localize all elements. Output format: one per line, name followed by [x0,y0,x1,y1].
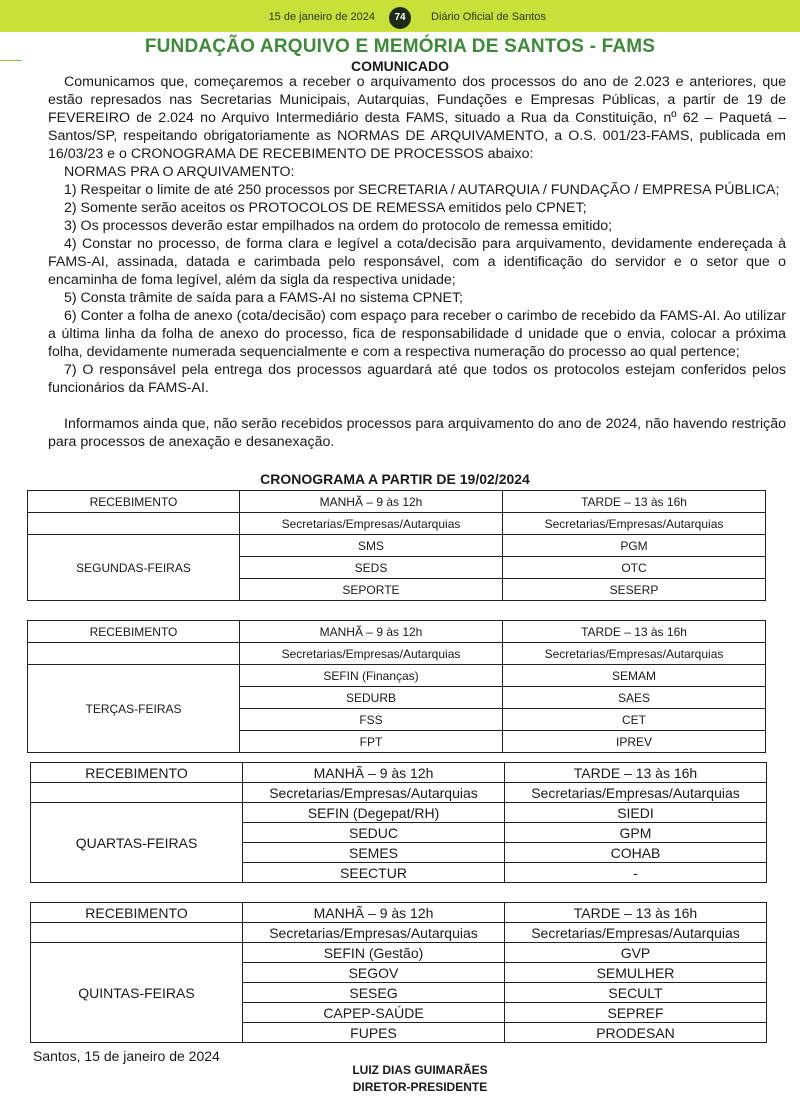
header-cell-morning: MANHÃ – 9 às 12h [240,621,503,643]
subheader-cell: Secretarias/Empresas/Autarquias [503,513,766,535]
norm-item: 5) Consta trâmite de saída para a FAMS-AI no sistema CPNET; [64,290,463,306]
header-cell-afternoon: TARDE – 13 às 16h [505,903,767,923]
place-date: Santos, 15 de janeiro de 2024 [33,1048,220,1064]
morning-cell: SEDS [240,557,503,579]
header-cell-morning: MANHÃ – 9 às 12h [240,491,503,513]
header-date: 15 de janeiro de 2024 [268,11,375,23]
document-title: FUNDAÇÃO ARQUIVO E MEMÓRIA DE SANTOS - FAMS [144,36,656,57]
schedule-table-tuesday [27,620,766,753]
schedule-table-monday [27,490,766,601]
afternoon-cell: CET [503,709,766,731]
header-cell-afternoon: TARDE – 13 às 16h [503,621,766,643]
norm-item: 3) Os processos deverão estar empilhados na ordem do protocolo de remessa emitido; [64,218,613,234]
morning-cell: SEDUC [243,823,505,843]
afternoon-cell: SEMULHER [505,963,767,983]
afternoon-cell: PGM [503,535,766,557]
signer-title: DIRETOR-PRESIDENTE [352,1080,488,1094]
morning-cell: SEFIN (Finanças) [240,665,503,687]
table-header-row [31,763,767,783]
morning-cell: SEFIN (Degepat/RH) [243,803,505,823]
page-number-badge: 74 [389,7,411,29]
schedule-table-thursday [30,902,767,1043]
afternoon-cell: PRODESAN [505,1023,767,1043]
signer-name: LUIZ DIAS GUIMARÃES [352,1063,488,1077]
afternoon-cell: GVP [505,943,767,963]
afternoon-cell: SEMAM [503,665,766,687]
subheader-cell: Secretarias/Empresas/Autarquias [243,783,505,803]
subheader-cell: Secretarias/Empresas/Autarquias [503,643,766,665]
intro-paragraph: Comunicamos que, começaremos a receber o arquivamento dos processos do ano de 2.023 e anteriores, que estão represados nas Secretarias Municipais, Autarquias, Fundações e Empresas Públicas, a partir de 19 de FEVEREIRO de 2.024 no Arquivo Intermediário desta FAMS, situado a Rua da Constituição, nº 62 – Paquetá – Santos/SP, respeitando obrigatoriamente as NORMAS DE ARQUIVAMENTO, a O.S. 001/23-FAMS, publicada em 16/03/23 e o CRONOGRAMA DE RECEBIMENTO DE PROCESSOS abaixo: [48,74,786,162]
header-cell-receiving: RECEBIMENTO [31,903,243,923]
header-cell-morning: MANHÃ – 9 às 12h [243,763,505,783]
morning-cell: SEGOV [243,963,505,983]
header-cell-afternoon: TARDE – 13 às 16h [503,491,766,513]
morning-cell: SEFIN (Gestão) [243,943,505,963]
afternoon-cell: SESERP [503,579,766,601]
header-cell-receiving: RECEBIMENTO [31,763,243,783]
norms-heading: NORMAS PRA O ARQUIVAMENTO: [64,164,295,180]
afternoon-cell: GPM [505,823,767,843]
table-row [31,943,767,963]
afternoon-cell: SAES [503,687,766,709]
day-cell: QUINTAS-FEIRAS [31,943,243,1043]
subheader-cell: Secretarias/Empresas/Autarquias [505,923,767,943]
norm-item: 1) Respeitar o limite de até 250 processos por SECRETARIA / AUTARQUIA / FUNDAÇÃO / EMPRESA PÚBLICA; [64,182,780,198]
subheader-cell: Secretarias/Empresas/Autarquias [240,513,503,535]
table-header-row [31,903,767,923]
norm-item: 4) Constar no processo, de forma clara e legível a cota/decisão para arquivamento, devidamente endereçada à FAMS-AI, assinada, datada e carimbada pelo responsável, com a identificação do servidor e o setor que o encaminha de foma legível, além da sigla da respectiva unidade; [48,236,786,288]
morning-cell: SESEG [243,983,505,1003]
morning-cell: SEPORTE [240,579,503,601]
afternoon-cell: IPREV [503,731,766,753]
day-cell: SEGUNDAS-FEIRAS [28,535,240,601]
subheader-cell: Secretarias/Empresas/Autarquias [240,643,503,665]
schedule-title: CRONOGRAMA A PARTIR DE 19/02/2024 [260,471,530,487]
publication-name: Diário Oficial de Santos [431,11,546,23]
morning-cell: FUPES [243,1023,505,1043]
table-header-row [28,621,766,643]
subheader-cell: Secretarias/Empresas/Autarquias [505,783,767,803]
afternoon-cell: SEPREF [505,1003,767,1023]
table-row [31,803,767,823]
header-cell-afternoon: TARDE – 13 às 16h [505,763,767,783]
morning-cell: CAPEP-SAÚDE [243,1003,505,1023]
table-row [28,665,766,687]
afternoon-cell: - [505,863,767,883]
norm-item: 6) Conter a folha de anexo (cota/decisão) com espaço para receber o carimbo de recebido da FAMS-AI. Ao utilizar a última linha da folha de anexo do processo, fica de responsabilidade d unidade que o envia, colocar a próxima folha, devidamente numerada sequencialmente e com a respectiva numeração do processo ao qual pertence; [48,308,786,360]
header-cell-receiving: RECEBIMENTO [28,621,240,643]
table-subheader-row [28,643,766,665]
morning-cell: FPT [240,731,503,753]
header-bar [0,0,800,32]
norm-item: 2) Somente serão aceitos os PROTOCOLOS DE REMESSA emitidos pelo CPNET; [64,200,587,216]
table-subheader-row [31,783,767,803]
notice-body [48,73,786,451]
header-cell-morning: MANHÃ – 9 às 12h [243,903,505,923]
afternoon-cell: SECULT [505,983,767,1003]
morning-cell: SEECTUR [243,863,505,883]
morning-cell: SEMES [243,843,505,863]
schedule-table-wednesday [30,762,767,883]
afternoon-cell: OTC [503,557,766,579]
header-cell-receiving: RECEBIMENTO [28,491,240,513]
day-cell: QUARTAS-FEIRAS [31,803,243,883]
morning-cell: SMS [240,535,503,557]
table-subheader-row [28,513,766,535]
afternoon-cell: COHAB [505,843,767,863]
closing-paragraph: Informamos ainda que, não serão recebidos processos para arquivamento do ano de 2024, não havendo restrição para processos de anexação e desanexação. [48,416,786,450]
document-subtitle: COMUNICADO [351,58,449,74]
table-row [28,535,766,557]
morning-cell: SEDURB [240,687,503,709]
table-header-row [28,491,766,513]
day-cell: TERÇAS-FEIRAS [28,665,240,753]
table-subheader-row [31,923,767,943]
norm-item: 7) O responsável pela entrega dos processos aguardará até que todos os protocolos estejam conferidos pelos funcionários da FAMS-AI. [48,362,786,396]
afternoon-cell: SIEDI [505,803,767,823]
morning-cell: FSS [240,709,503,731]
subheader-cell: Secretarias/Empresas/Autarquias [243,923,505,943]
